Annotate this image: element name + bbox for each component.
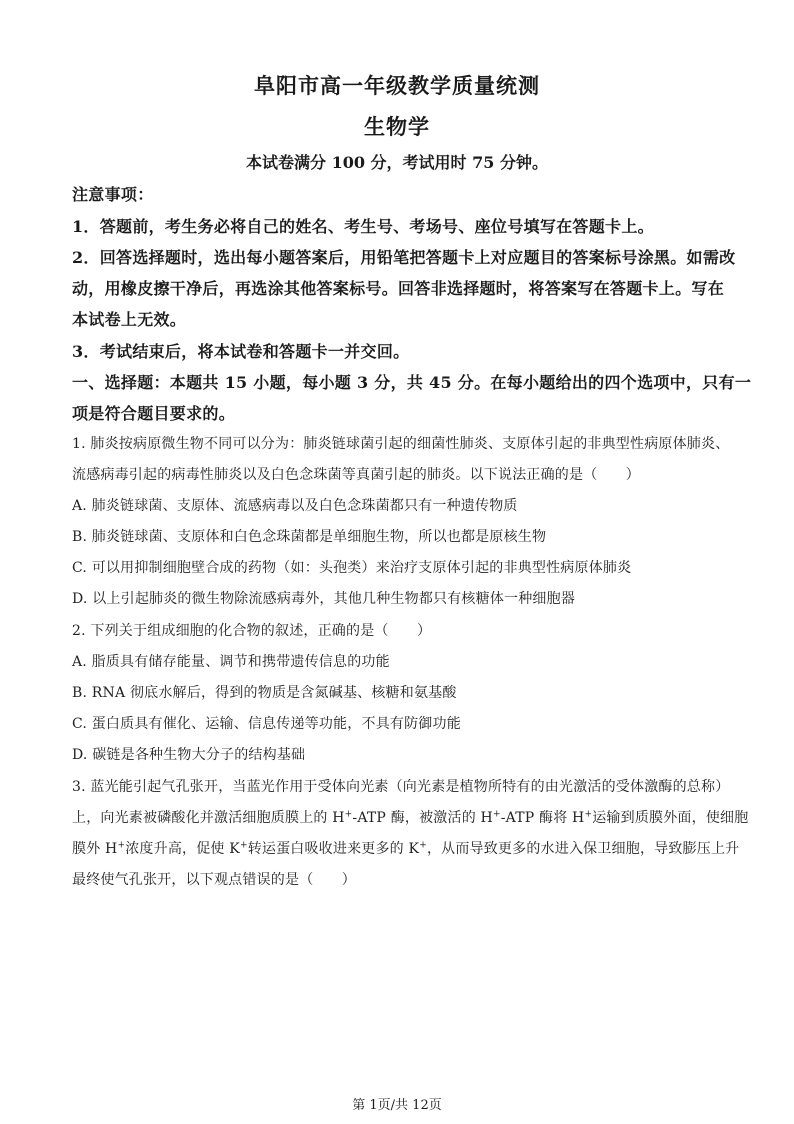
- q1-option-a: A. 肺炎链球菌、支原体、流感病毒以及白色念珠菌都只有一种遗传物质: [72, 498, 518, 514]
- exam-title: 阜阳市高一年级教学质量统测: [254, 73, 540, 98]
- q1-option-d: D. 以上引起肺炎的微生物除流感病毒外，其他几种生物都只有核糖体一种细胞器: [72, 591, 576, 607]
- q1-option-c: C. 可以用抑制细胞壁合成的药物（如：头孢类）来治疗支原体引起的非典型性病原体肺炎: [72, 560, 632, 576]
- q3-stem-line-2: 上，向光素被磷酸化并激活细胞质膜上的 H+-ATP 酶，被激活的 H+-ATP 酶将 H+运输到质膜外面，使细胞: [72, 809, 749, 826]
- q3-stem-line-3: 膜外 H+浓度升高，促使 K+转运蛋白吸收进来更多的 K+，从而导致更多的水进入保卫细胞，导致膨压上升: [72, 840, 740, 857]
- notice-item-1: 1．答题前，考生务必将自己的姓名、考生号、考场号、座位号填写在答题卡上。: [72, 217, 654, 236]
- page-number: 第 1页/共 12页: [352, 1098, 442, 1113]
- q3-stem-line-1: 3. 蓝光能引起气孔张开，当蓝光作用于受体向光素（向光素是植物所特有的由光激活的受体激酶的总称）: [72, 779, 730, 795]
- q2-option-d: D. 碳链是各种生物大分子的结构基础: [72, 747, 306, 763]
- notice-heading: 注意事项：: [72, 185, 154, 204]
- subject-title: 生物学: [364, 114, 430, 139]
- score-note: 本试卷满分 100 分，考试用时 75 分钟。: [246, 153, 548, 172]
- notice-item-2-line-1: 2．回答选择题时，选出每小题答案后，用铅笔把答题卡上对应题目的答案标号涂黑。如需改: [72, 248, 736, 267]
- notice-item-2-line-3: 本试卷上无效。: [72, 310, 187, 329]
- section-heading-line-1: 一、选择题：本题共 15 小题，每小题 3 分，共 45 分。在每小题给出的四个选项中，只有一: [72, 373, 752, 392]
- q2-option-a: A. 脂质具有储存能量、调节和携带遗传信息的功能: [72, 654, 390, 670]
- notice-item-2-line-2: 动，用橡皮擦干净后，再选涂其他答案标号。回答非选择题时，将答案写在答题卡上。写在: [72, 279, 725, 298]
- q2-stem: 2. 下列关于组成细胞的化合物的叙述，正确的是（ ）: [72, 623, 432, 639]
- q1-stem-line-2: 流感病毒引起的病毒性肺炎以及白色念珠菌等真菌引起的肺炎。以下说法正确的是（ ）: [72, 467, 640, 483]
- notice-item-3: 3．考试结束后，将本试卷和答题卡一并交回。: [72, 342, 410, 361]
- section-heading-line-2: 项是符合题目要求的。: [72, 404, 236, 423]
- q1-stem-line-1: 1. 肺炎按病原微生物不同可以分为：肺炎链球菌引起的细菌性肺炎、支原体引起的非典型性病原体肺炎、: [72, 436, 730, 452]
- q2-option-c: C. 蛋白质具有催化、运输、信息传递等功能，不具有防御功能: [72, 716, 461, 732]
- q3-stem-line-4: 最终使气孔张开，以下观点错误的是（ ）: [72, 872, 356, 888]
- q2-option-b: B. RNA 彻底水解后，得到的物质是含氮碱基、核糖和氨基酸: [72, 685, 457, 701]
- q1-option-b: B. 肺炎链球菌、支原体和白色念珠菌都是单细胞生物，所以也都是原核生物: [72, 529, 547, 545]
